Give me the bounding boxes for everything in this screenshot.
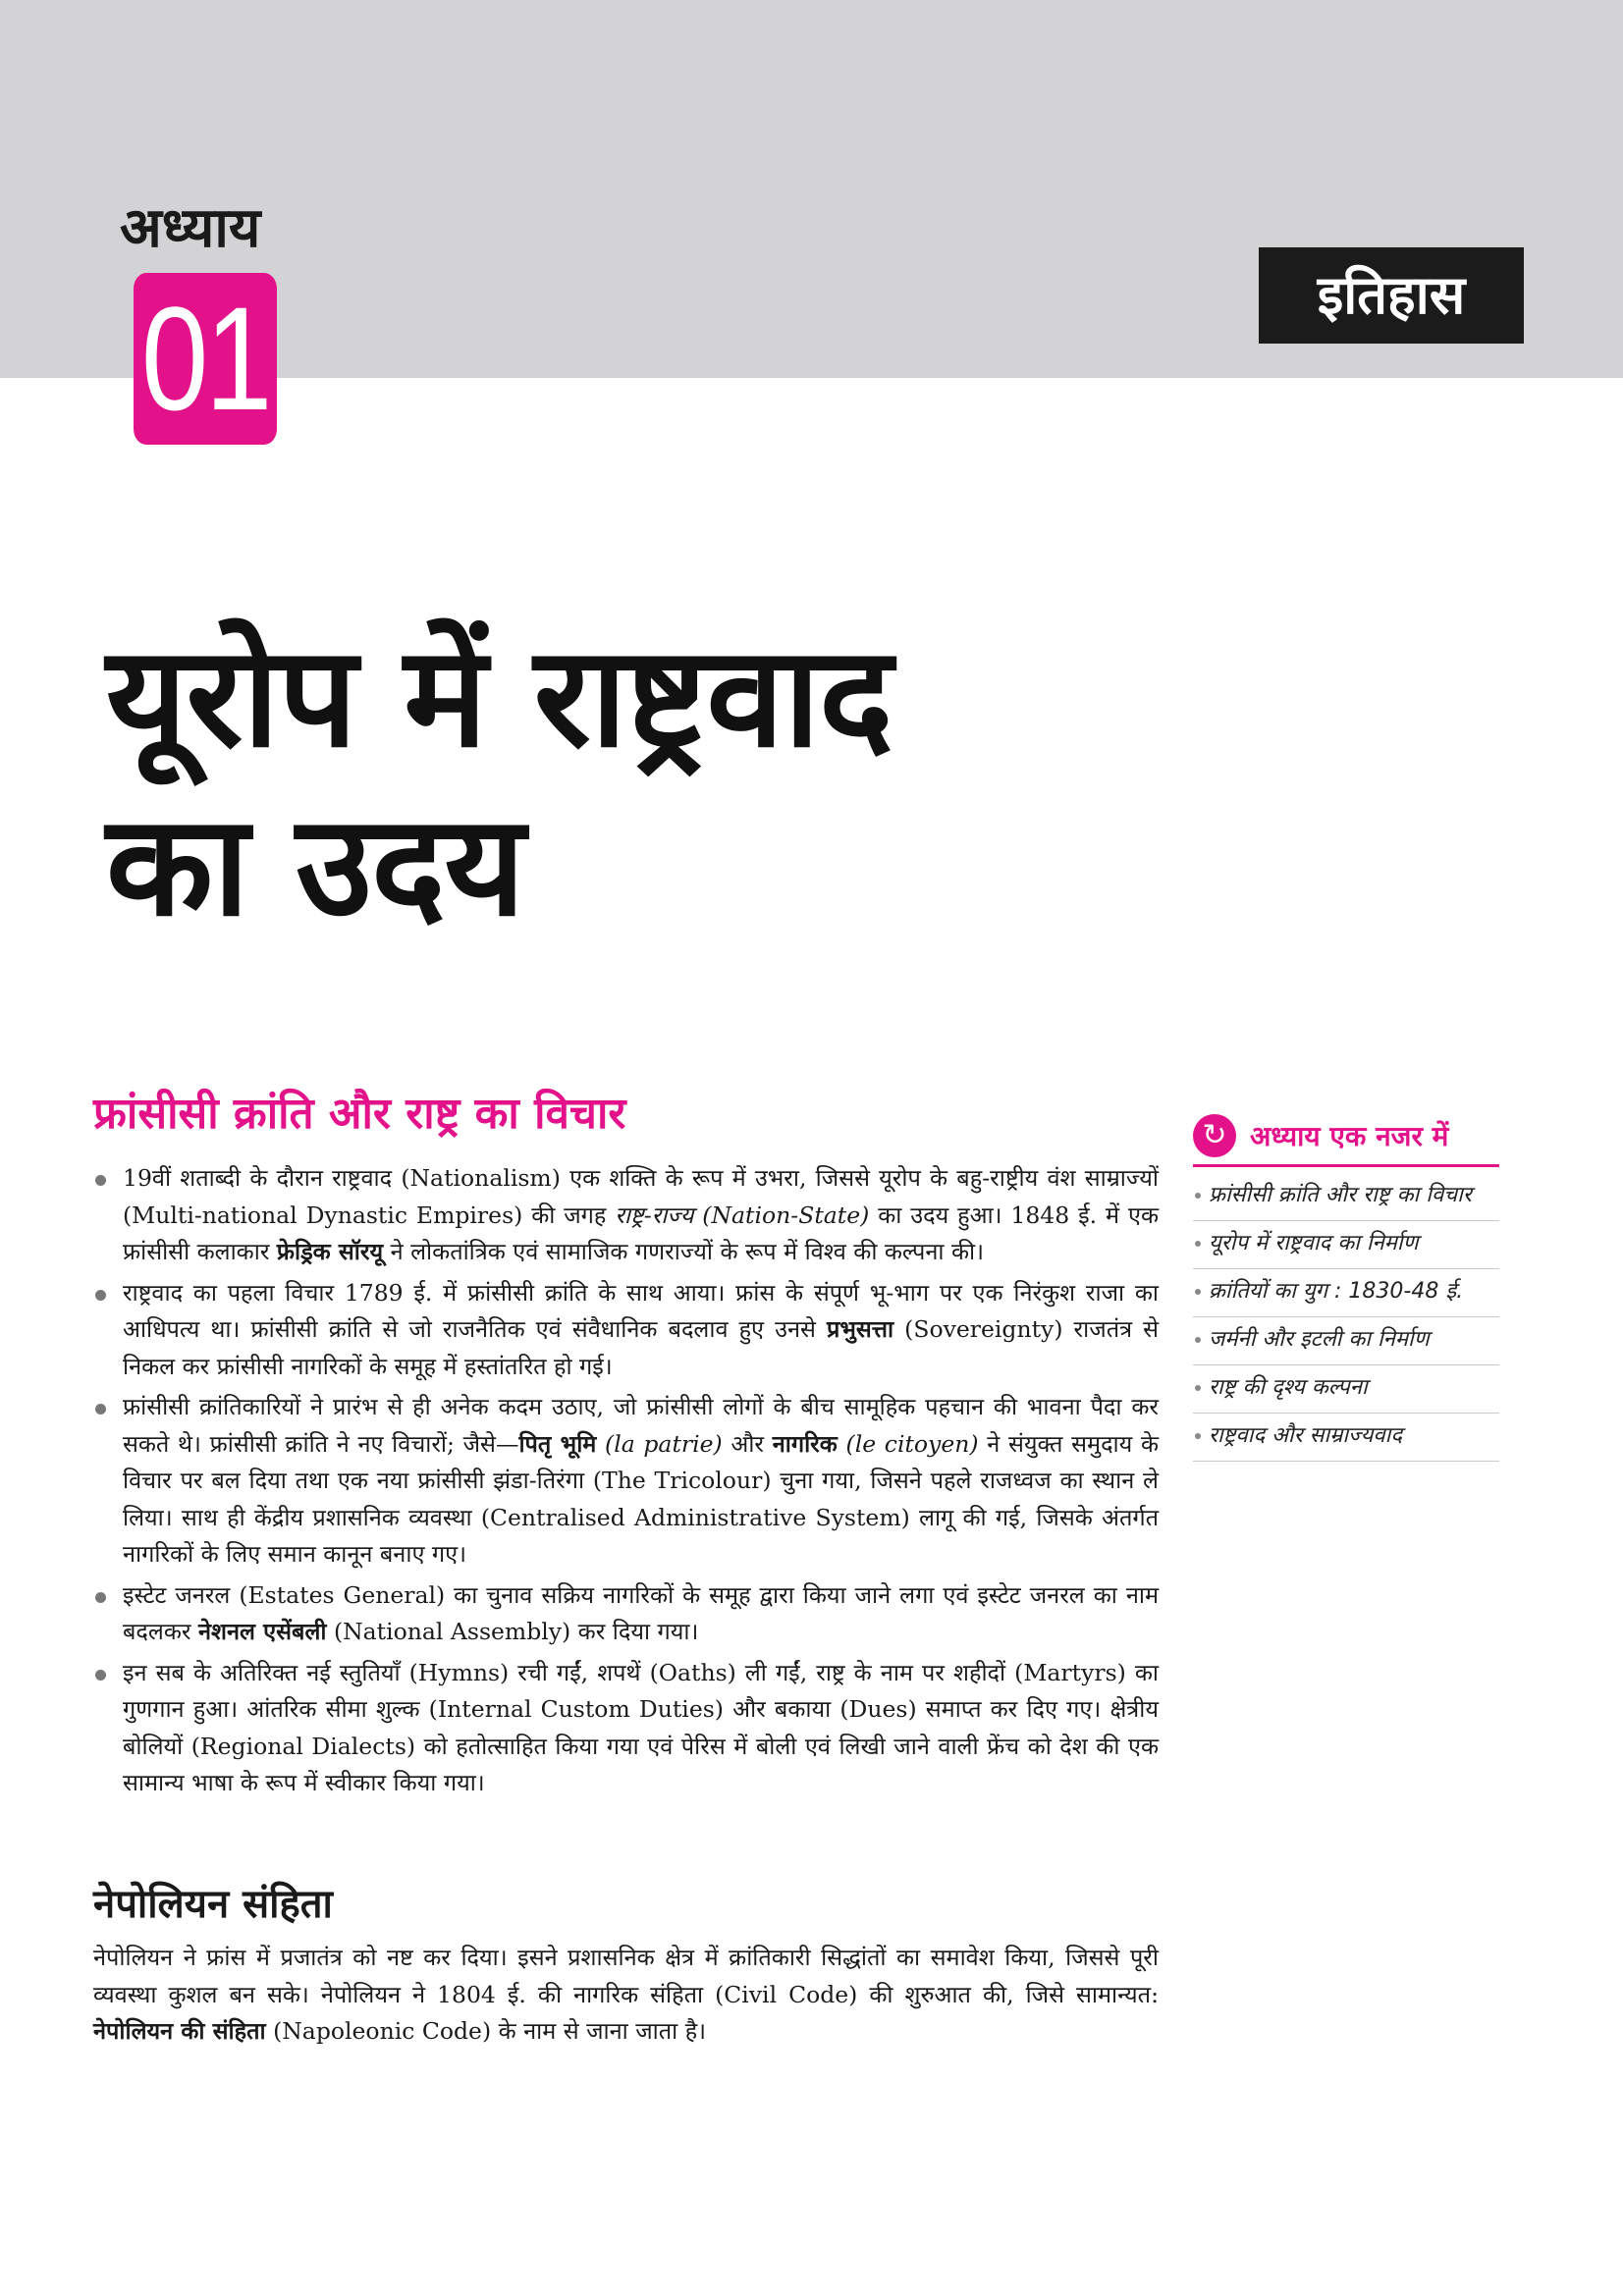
text: और (722, 1429, 773, 1458)
chapter-number-badge: 01 (134, 273, 277, 445)
section-heading-napoleonic-code: नेपोलियन संहिता (93, 1882, 333, 1927)
italic-text: (la patrie) (596, 1429, 723, 1458)
glance-item (1193, 1365, 1499, 1414)
glance-item (1193, 1173, 1499, 1221)
italic-text: (le citoyen) (837, 1429, 979, 1458)
napoleonic-code-paragraph (93, 1940, 1159, 2051)
bold-term: नागरिक (772, 1429, 838, 1458)
bullet-icon (1195, 1289, 1201, 1295)
glance-item-label: जर्मनी और इटली का निर्माण (1209, 1327, 1430, 1352)
bullet-icon (95, 1592, 106, 1603)
chapter-title (106, 614, 1088, 951)
chapter-title-line1: यूरोप में राष्ट्रवाद (106, 616, 893, 778)
section-heading-french-revolution: फ्रांसीसी क्रांति और राष्ट्र का विचार (93, 1089, 626, 1139)
bullet-icon (95, 1404, 106, 1415)
glance-title: अध्याय एक नजर में (1250, 1120, 1449, 1152)
text: का उदय हुआ। 1848 ई. में एक फ्रांसीसी कलाकार (123, 1201, 1159, 1265)
bullet-icon (1195, 1337, 1201, 1343)
list-item (93, 1160, 1159, 1271)
subject-tag: इतिहास (1259, 247, 1524, 344)
bullet-icon (1195, 1433, 1201, 1439)
glance-item-label: फ्रांसीसी क्रांति और राष्ट्र का विचार (1209, 1183, 1472, 1207)
glance-item-label: क्रांतियों का युग : 1830-48 ई. (1209, 1279, 1464, 1304)
glance-item-label: यूरोप में राष्ट्रवाद का निर्माण (1209, 1231, 1419, 1255)
bullet-icon (1195, 1193, 1201, 1199)
text: राष्ट्रवाद का पहला विचार 1789 ई. में फ्रांसीसी क्रांति के साथ आया। फ्रांस के संपूर्ण भू-भाग पर एक निरंकुश राजा का आधिपत्य था। फ्रांसीसी क्रांति से जो राजनैतिक एवं संवैधानिक बदलाव हुए उनसे (123, 1278, 1159, 1343)
list-item (93, 1655, 1159, 1802)
glance-item (1193, 1269, 1499, 1317)
bullet-icon (95, 1290, 106, 1301)
list-item (93, 1389, 1159, 1574)
text: फ्रांसीसी क्रांतिकारियों ने प्रारंभ से ही अनेक कदम उठाए, जो फ्रांसीसी लोगों के बीच सामूहिक पहचान की भावना पैदा कर सकते थे। फ्रांसीसी क्रांति ने नए विचारों; जैसे— (123, 1393, 1159, 1458)
refresh-arrow-icon: ↻ (1193, 1114, 1236, 1157)
text: (National Assembly) कर दिया गया। (326, 1618, 699, 1645)
list-item (93, 1577, 1159, 1651)
text: (Napoleonic Code) के नाम से जाना जाता है। (265, 2017, 707, 2045)
bold-term: फ्रेड्रिक सॉरयू (276, 1238, 384, 1265)
chapter-label: अध्याय (120, 196, 261, 260)
text: ने लोकतांत्रिक एवं सामाजिक गणराज्यों के रूप में विश्व की कल्पना की। (383, 1238, 984, 1265)
text: नेपोलियन ने फ्रांस में प्रजातंत्र को नष्ट कर दिया। इसने प्रशासनिक क्षेत्र में क्रांतिकारी सिद्धांतों का समावेश किया, जिससे पूरी व्यवस्था कुशल बन सके। नेपोलियन ने 1804 ई. की नागरिक संहिता (Civil Code) की शुरुआत की, जिसे सामान्यत: (93, 1944, 1159, 2008)
bullet-icon (95, 1670, 106, 1681)
glance-header (1193, 1107, 1499, 1167)
italic-text: राष्ट्र-राज्य (Nation-State) (615, 1201, 870, 1229)
bullet-icon (1195, 1241, 1201, 1247)
glance-item (1193, 1414, 1499, 1462)
glance-item (1193, 1221, 1499, 1269)
glance-item-label: राष्ट्रवाद और साम्राज्यवाद (1209, 1423, 1403, 1448)
bold-term: प्रभुसत्ता (827, 1315, 894, 1343)
bold-term: नेपोलियन की संहिता (93, 2017, 266, 2045)
bullet-list (93, 1160, 1159, 1806)
glance-list (1193, 1173, 1499, 1462)
text: ने संयुक्त समुदाय के विचार पर बल दिया तथा एक नया फ्रांसीसी झंडा-तिरंगा (The Tricolour) चुना गया, जिसने पहले राजध्वज का स्थान ले लिया। साथ ही केंद्रीय प्रशासनिक व्यवस्था (Centralised Administrative System) लागू की गई, जिसके अंतर्गत नागरिकों के लिए समान कानून बनाए गए। (123, 1429, 1159, 1568)
text: 19वीं शताब्दी के दौरान राष्ट्रवाद (Nationalism) एक शक्ति के रूप में उभरा, जिससे यूरोप के बहु-राष्ट्रीय वंश साम्राज्यों (Multi-national Dynastic Empires) की जगह (123, 1164, 1159, 1229)
text: (Sovereignty) राजतंत्र से निकल कर फ्रांसीसी नागरिकों के समूह में हस्तांतरित हो गई। (123, 1315, 1160, 1380)
glance-item (1193, 1317, 1499, 1365)
chapter-at-a-glance-box (1193, 1107, 1499, 1462)
bullet-icon (95, 1175, 106, 1186)
chapter-title-line2: का उदय (106, 785, 524, 947)
glance-item-label: राष्ट्र की दृश्य कल्पना (1209, 1375, 1368, 1400)
bold-term: नेशनल एसेंबली (197, 1618, 327, 1645)
list-item (93, 1275, 1159, 1386)
text: इन सब के अतिरिक्त नई स्तुतियाँ (Hymns) रची गईं, शपथें (Oaths) ली गईं, राष्ट्र के नाम पर शहीदों (Martyrs) का गुणगान हुआ। आंतरिक सीमा शुल्क (Internal Custom Duties) और बकाया (Dues) समाप्त कर दिए गए। क्षेत्रीय बोलियों (Regional Dialects) को हतोत्साहित किया गया एवं पेरिस में बोली एवं लिखी जाने वाली फ्रेंच को देश की एक सामान्य भाषा के रूप में स्वीकार किया गया। (123, 1658, 1159, 1796)
bullet-icon (1195, 1385, 1201, 1391)
bold-term: पितृ भूमि (518, 1429, 597, 1458)
text: इस्टेट जनरल (Estates General) का चुनाव सक्रिय नागरिकों के समूह द्वारा किया जाने लगा एवं इस्टेट जनरल का नाम बदलकर (123, 1580, 1159, 1645)
